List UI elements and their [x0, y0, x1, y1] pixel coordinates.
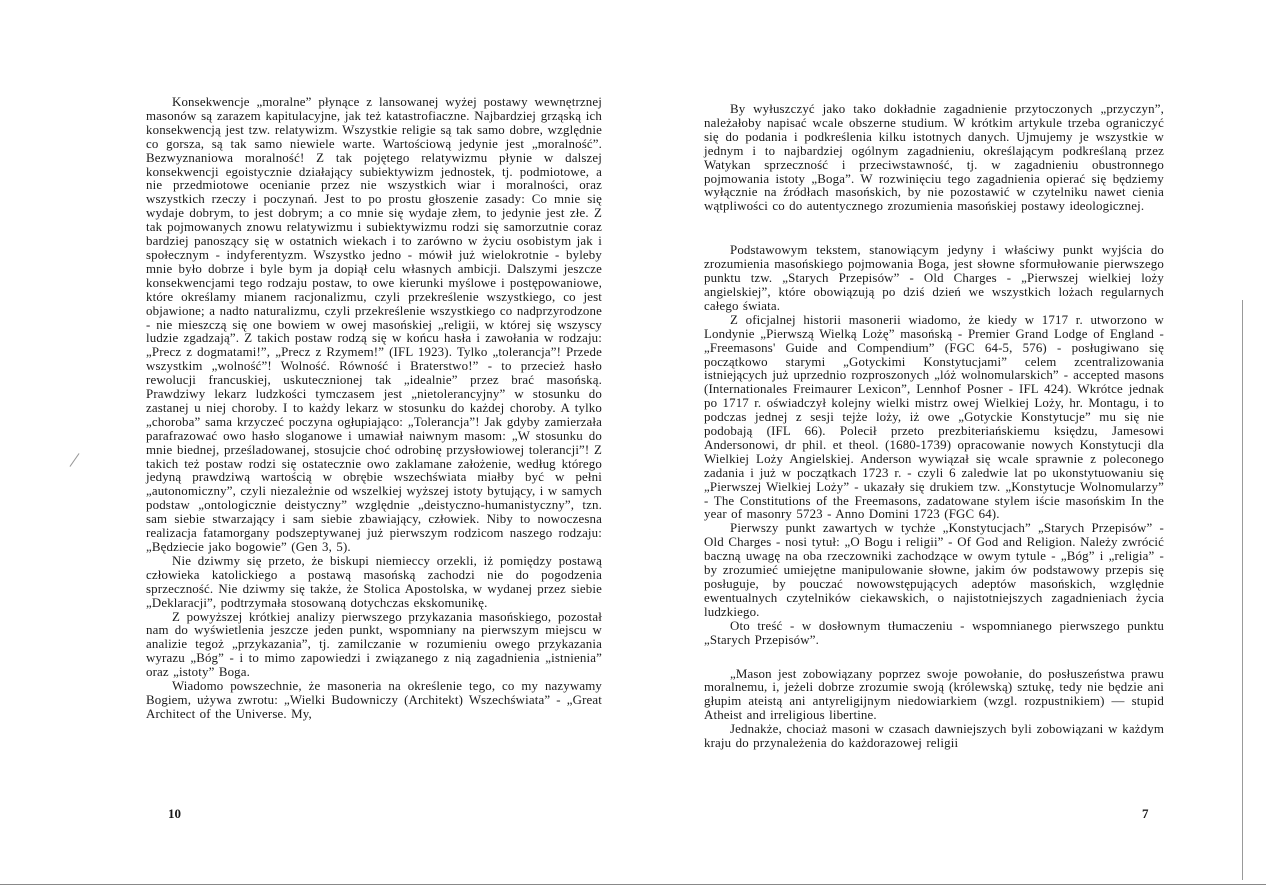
paragraph: Podstawowym tekstem, stanowiącym jedyny i właściwy punkt wyjścia do zrozumienia masońskiego pojmowania Boga, jest słowne sformułowanie pierwszego punktu tzw. „Starych Przepisów” - Old Charges - „Pierwszej wielkiej loży angielskiej”, które obowiązują po dziś dzień we wszystkich lożach regularnych całego świata. [704, 243, 1164, 313]
paragraph: Pierwszy punkt zawartych w tychże „Konstytucjach” „Starych Przepisów” - Old Charges - nosi tytuł: „O Bogu i religii” - Of God and Religion. Należy zwrócić baczną uwagę na oba rzeczowniki zachodzące w owym tytule - „Bóg” i „religia” - by zrozumieć umiejętne manipulowanie słowne, jakim ów podstawowy przepis się posługuje, by pouczać nowowstępujących adeptów masońskich, względnie ewentualnych czytelników ciekawskich, o najistotniejszych zagadnieniach życia ludzkiego. [704, 521, 1164, 619]
paragraph: Nie dziwmy się przeto, że biskupi niemieccy orzekli, iż pomiędzy postawą człowieka katolickiego a postawą masońską zachodzi nie do pogodzenia sprzeczność. Nie dziwmy się także, że Stolica Apostolska, w wydanej przez siebie „Deklaracji”, podtrzymała stosowaną dotychczas ekskomunikę. [146, 553, 602, 610]
paragraph: Z oficjalnej historii masonerii wiadomo, że kiedy w 1717 r. utworzono w Londynie „Pierwszą Wielką Lożę” masońską - Premier Grand Lodge of England - „Freemasons' Guide and Compendium” (FGC 64-5, 576) - posługiwano się początkowo starymi „Gotyckimi Konstytucjami” celem zcentralizowania istniejących już uprzednio rozproszonych „lóż wolnomularskich” - accepted masons (Internationales Freimaurer Lexicon”, Lennhof Posner - IFL 424). Wkrótce jednak po 1717 r. oświadczył kolejny wielki mistrz owej Wielkiej Loży, hr. Montagu, i to podczas jednej z sesji tejże loży, iż owe „Gotyckie Konstytucje” mu się nie podobają (IFL 66). Polecił przeto prezbiteriańskiemu księdzu, Jamesowi Andersonowi, dr phil. et theol. (1680-1739) opracowanie nowych Konstytucji dla Wielkiej Loży Angielskiej. Anderson wywiązał się wcale sprawnie z poleconego zadania i już w początkach 1723 r. - czyli 6 zaledwie lat po ukonstytuowaniu się „Pierwszej Wielkiej Loży” - ukazały się drukiem tzw. „Konstytucje Wolnomularzy” - The Constitutions of the Freemasons, zadatowane stylem iście masońskim In the year of masonry 5723 - Anno Domini 1723 (FGC 64). [704, 312, 1164, 522]
paragraph: By wyłuszczyć jako tako dokładnie zagadnienie przytoczonych „przyczyn”, należałoby napisać wcale obszerne studium. W krótkim artykule trzeba ograniczyć się do podania i podkreślenia kilku istotnych danych. Ujmujemy je wszystkie w jednym i to najbardziej ogólnym zagadnieniu, określającym podkreślaną przez Watykan sprzeczność i przeciwstawność, tj. w zagadnieniu obustronnego pojmowania istoty „Boga”. W rozwinięciu tego zagadnienia opierać się będziemy wyłącznie na źródłach masońskich, by nie pozostawić w czytelniku nawet cienia wątpliwości co do autentycznego zrozumienia masońskiej postawy ideologicznej. [704, 102, 1164, 214]
left-text-column [146, 96, 602, 722]
paragraph: Konsekwencje „moralne” płynące z lansowanej wyżej postawy wewnętrznej masonów są zarazem kapitulacyjne, jak też katastrofiaczne. Najbardziej grząską ich konsekwencją jest tzw. relatywizm. Wszystkie religie są tak samo dobre, względnie co gorsza, są tak samo niewiele warte. Wartościową jedynie jest „moralność”. Bezwyznaniowa moralność! Z tak pojętego relatywizmu płynie w dalszej konsekwencji egoistycznie działający subiektywizm jednostek, tj. podmiotowe, a nie przedmiotowe ocenianie przez nie wszystkich wiar i moralności, oraz wszystkich rzeczy i poczynań. Jest to po prostu głoszenie zasady: Co mnie się wydaje dobrym, to jest dobrym; a co mnie się wydaje złem, to jedynie jest złe. Z tak pojmowanych znowu relatywizmu i subiektywizmu rodzi się samorzutnie coraz bardziej panoszący się w ostatnich wiekach i to zarówno w życiu osobistym jak i społecznym - indyferentyzm. Wszystko jedno - mówił już wielokrotnie - byleby mnie było dobrze i byle bym ja dopiął celu własnych ambicji. Dalszymi jeszcze konsekwencjami tego rodzaju postaw, to owe kierunki myślowe i postępowaniowe, które określamy mianem racjonalizmu, czyli przekreślenie wszystkiego, co jest objawione; a nadto naturalizmu, czyli przekreślenie wszystkiego co nadprzyrodzone - nie mieszczą się one bowiem w owej masońskiej „religii, w której się wszyscy ludzie zgadzają”. Z takich postaw rodzą się w końcu hasła i zawołania w rodzaju: „Precz z dogmatami!”, „Precz z Rzymem!” (IFL 1923). Tylko „tolerancja”! Przede wszystkim „wolność”! Wolność. Równość i Braterstwo!” - to przecież hasło rewolucji francuskiej, uskutecznionej tak „idealnie” przez brać masońską. Prawdziwy lekarz ludzkości tymczasem jest „nietolerancyjny” w stosunku do zastanej u niej choroby. I to każdy lekarz w stosunku do każdej choroby. A tylko „choroba” sama krzyczeć poczyna ogłupiająco: „Tolerancja”! Jak gdyby zamierzała parafrazować owo hasło sloganowe i umawiał naiwnym masom: „W stosunku do mnie biednej, prześladowanej, stosujcie choć odrobinę przysłowiowej tolerancji”! Z takich też postaw rodzi się ostatecznie owo zaklamane założenie, według którego jedyną prawdziwą wartością w obrębie wszechświata miałby być w pełni „autonomiczny”, czyli niezależnie od wszelkiej wyższej istoty bytujący, i w samych podstaw „ontologicznie deistyczny” względnie „deistyczno-humanistyczny”, tzn. sam siebie stwarzający i sam siebie zbawiający, człowiek. Niby to nowoczesna realizacja fatamorgany podszeptywanej już pierwszym rodzicom naszego rodzaju: „Będziecie jako bogowie” (Gen 3, 5). [146, 95, 603, 554]
paragraph: Jednakże, chociaż masoni w czasach dawniejszych byli zobowiązani w każdym kraju do przynależenia do każdorazowej religii [704, 722, 1164, 751]
paragraph: Wiadomo powszechnie, że masoneria na określenie tego, co my nazywamy Bogiem, używa zwrotu: „Wielki Budowniczy (Architekt) Wszechświata” - „Great Architect of the Universe. My, [146, 679, 602, 721]
paragraph: Oto treść - w dosłownym tłumaczeniu - wspomnianego pierwszego punktu „Starych Przepisów”. [704, 618, 1164, 647]
scan-edge [1242, 300, 1243, 880]
right-page [640, 0, 1266, 893]
page-number: 7 [1142, 806, 1149, 821]
paragraph: „Mason jest zobowiązany poprzez swoje powołanie, do posłuszeństwa prawu moralnemu, i, jeżeli dobrze zrozumie swoją (królewską) sztukę, tedy nie będzie ani głupim ateistą ani antyreligijnym niedowiarkiem (wzgl. rozpustnikiem) — stupid Atheist and irreligious libertine. [704, 666, 1164, 723]
right-text-column [704, 103, 1164, 751]
scan-edge [70, 453, 80, 467]
scan-bottom-edge [0, 884, 1266, 885]
page-number: 10 [168, 806, 181, 821]
paragraph: Z powyższej krótkiej analizy pierwszego przykazania masońskiego, pozostał nam do wyświetlenia jeszcze jeden punkt, wspomniany na pierwszym miejscu w analizie tegoż „przykazania”, tj. zamilczanie w rozumieniu owego przykazania wyrazu „Bóg” - i to mimo zapowiedzi i związanego z nią zagadnienia „istnienia” oraz „istoty” Boga. [146, 609, 602, 680]
